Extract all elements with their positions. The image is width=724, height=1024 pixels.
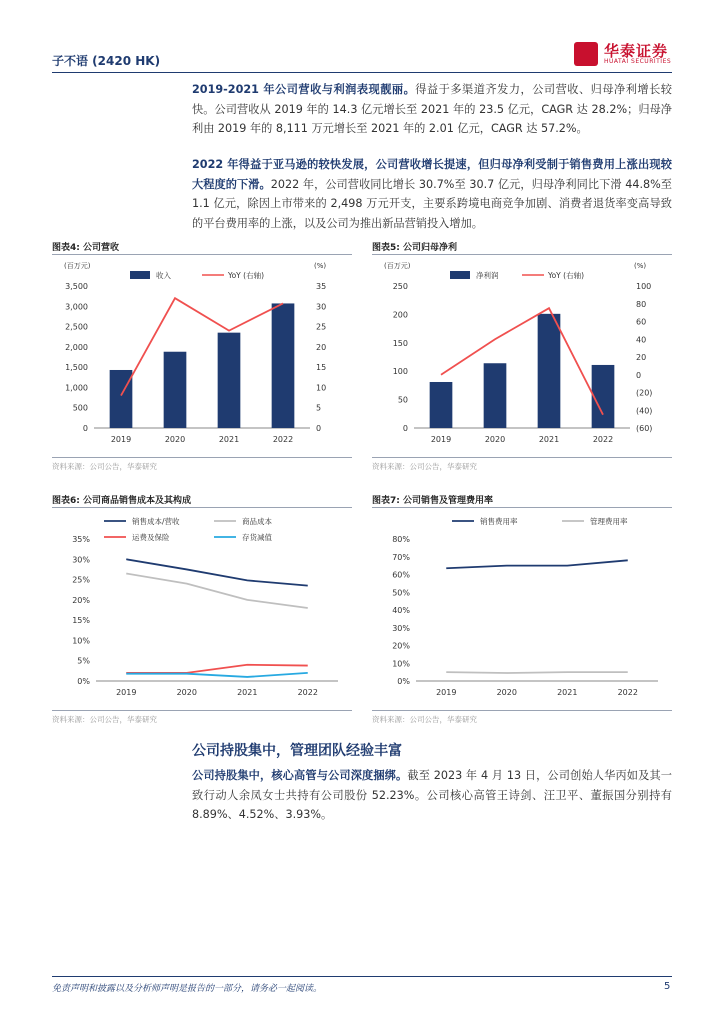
x-tick-label: 2019: [116, 688, 137, 697]
footer-divider: [52, 976, 672, 977]
y-tick-label: 30%: [72, 555, 90, 565]
x-tick-label: 2021: [557, 688, 578, 697]
fig4-title: 图表4: 公司营收: [52, 243, 119, 253]
y-axis-label-left: (百万元): [64, 262, 91, 270]
y-tick-label-left: 150: [392, 338, 408, 348]
y-tick-label: 25%: [72, 575, 90, 585]
x-tick-label: 2021: [237, 688, 258, 697]
paragraph-2022-body: 2022 年，公司营收同比增长 30.7%至 30.7 亿元，归母净利同比下滑 44.8%至 1.1 亿元，除因上市带来的 2,498 万元开支，主要系跨境电商竞争加剧、消费者退货率变高导致的平台费用率的上涨，以及公司为推出新品营销投入增加。: [192, 177, 672, 230]
y-tick-label: 60%: [392, 570, 410, 580]
fig7-source: 资料来源：公司公告，华泰研究: [372, 715, 477, 724]
y-tick-label-right: 0: [316, 424, 322, 433]
x-tick-label: 2021: [538, 435, 560, 444]
header-company: 子不语 (2420 HK): [52, 54, 161, 68]
x-tick-label: 2021: [218, 435, 240, 444]
huatai-logo: [574, 40, 694, 70]
legend-label: 销售成本/营收: [132, 517, 180, 526]
y-tick-label: 0%: [77, 677, 90, 686]
paragraph-shareholding: [192, 766, 672, 825]
page-number: 5: [664, 981, 671, 992]
series-line: [126, 665, 308, 673]
fig5-chart: [372, 256, 672, 456]
x-tick-label: 2022: [617, 688, 638, 697]
logo-mark-icon: [574, 42, 598, 66]
fig5-source: 资料来源：公司公告，华泰研究: [372, 462, 477, 471]
series-line: [446, 560, 628, 568]
logo-cn: 华泰证券: [604, 42, 669, 60]
y-tick-label-right: 100: [636, 282, 652, 291]
paragraph-shareholding-lead: 公司持股集中，核心高管与公司深度捆绑。: [192, 769, 408, 782]
y-axis-label-right: (%): [314, 262, 327, 270]
y-tick-label: 10%: [72, 636, 90, 646]
y-tick-label-right: 15: [316, 363, 327, 373]
y-tick-label-right: 5: [316, 403, 322, 413]
bar: [218, 333, 241, 428]
y-tick-label-right: 20: [636, 353, 647, 362]
fig4-source: 资料来源：公司公告，华泰研究: [52, 462, 157, 471]
legend-swatch-bar: [450, 271, 470, 279]
fig4-chart: [52, 256, 352, 456]
fig6-source: 资料来源：公司公告，华泰研究: [52, 715, 157, 724]
y-tick-label-right: 35: [316, 282, 327, 291]
y-tick-label: 80%: [392, 535, 410, 544]
x-tick-label: 2022: [592, 435, 614, 444]
series-line: [126, 673, 308, 677]
y-tick-label-right: 20: [316, 342, 327, 352]
y-tick-label: 0%: [397, 677, 410, 686]
y-tick-label-right: 25: [316, 322, 327, 332]
series-line: [121, 298, 283, 395]
header-divider: [52, 72, 672, 73]
y-tick-label: 15%: [72, 616, 90, 626]
bar: [430, 382, 453, 428]
y-tick-label-left: 200: [392, 310, 408, 320]
y-tick-label-left: 1,500: [65, 363, 88, 373]
x-tick-label: 2022: [272, 435, 294, 444]
y-tick-label-left: 0: [402, 424, 408, 433]
series-line: [126, 573, 308, 607]
y-tick-label: 40%: [392, 606, 410, 615]
fig6-divider: [52, 507, 352, 508]
x-tick-label: 2020: [484, 435, 506, 444]
legend-label: YoY (右轴): [228, 271, 264, 280]
fig4-divider: [52, 254, 352, 255]
paragraph-2022: [192, 155, 672, 233]
fig7-bottom-line: [372, 710, 672, 711]
legend-label: 商品成本: [242, 517, 272, 526]
y-tick-label: 35%: [72, 535, 90, 544]
y-tick-label-left: 2,500: [65, 322, 88, 332]
y-tick-label-left: 100: [392, 367, 408, 377]
logo-en: HUATAI SECURITIES: [604, 58, 672, 65]
fig5-title: 图表5: 公司归母净利: [372, 243, 457, 253]
x-tick-label: 2020: [176, 688, 197, 697]
y-tick-label: 20%: [392, 641, 410, 651]
series-line: [126, 559, 308, 585]
y-tick-label-left: 3,500: [65, 282, 88, 291]
x-tick-label: 2022: [297, 688, 318, 697]
footer-disclaimer: 免责声明和披露以及分析师声明是报告的一部分，请务必一起阅读。: [52, 984, 323, 994]
x-tick-label: 2020: [496, 688, 517, 697]
fig7-title: 图表7: 公司销售及管理费用率: [372, 496, 493, 506]
y-tick-label: 5%: [77, 656, 90, 666]
fig6-chart: [52, 509, 352, 709]
bar: [538, 314, 561, 428]
y-axis-label-left: (百万元): [384, 262, 411, 270]
fig5-bottom-line: [372, 457, 672, 458]
y-tick-label-right: 40: [636, 335, 647, 345]
paragraph-2022-lead: 2022 年得益于亚马逊的较快发展，公司营收增长提速，但归母净利受制于销售费用上涨出现较大程度的下滑。: [192, 158, 672, 191]
y-tick-label-left: 0: [82, 424, 88, 433]
paragraph-shareholding-body: 截至 2023 年 4 月 13 日，公司创始人华丙如及其一致行动人余凤女士共持有公司股份 52.23%。公司核心高管王诗剑、汪卫平、董振国分别持有 8.89%、4.52%、3.93%。: [192, 769, 672, 821]
x-tick-label: 2019: [110, 435, 132, 444]
y-tick-label-left: 500: [72, 403, 88, 413]
series-line: [441, 308, 603, 415]
paragraph-growth: [192, 80, 672, 139]
y-tick-label: 70%: [392, 552, 410, 562]
y-tick-label: 20%: [72, 595, 90, 605]
paragraph-growth-body: 得益于多渠道齐发力，公司营收、归母净利增长较快。公司营收从 2019 年的 14.3 亿元增长至 2021 年的 23.5 亿元，CAGR 达 28.2%；归母净利由 2019 年的 8,111 万元增长至 2021 年的 2.01 亿元，CAGR 达 57.2%。: [192, 83, 672, 135]
y-tick-label-right: 0: [636, 370, 642, 380]
fig7-chart: [372, 509, 672, 709]
y-tick-label-right: (20): [636, 388, 653, 398]
fig6-bottom-line: [52, 710, 352, 711]
legend-label: 收入: [156, 271, 171, 280]
y-tick-label: 50%: [392, 588, 410, 598]
bar: [164, 352, 187, 428]
section-title: 公司持股集中，管理团队经验丰富: [192, 743, 402, 759]
legend-label: 运费及保险: [132, 533, 170, 542]
legend-label: 净利润: [476, 271, 499, 280]
y-tick-label-right: 80: [636, 299, 647, 309]
y-tick-label: 10%: [392, 659, 410, 669]
x-tick-label: 2020: [164, 435, 186, 444]
x-tick-label: 2019: [430, 435, 452, 444]
legend-label: 销售费用率: [480, 517, 518, 526]
y-tick-label: 30%: [392, 623, 410, 633]
y-tick-label-left: 2,000: [65, 342, 88, 352]
fig5-divider: [372, 254, 672, 255]
fig4-bottom-line: [52, 457, 352, 458]
legend-label: 存货减值: [242, 533, 272, 542]
bar: [484, 363, 507, 428]
y-tick-label-right: 60: [636, 317, 647, 327]
fig7-divider: [372, 507, 672, 508]
y-tick-label-left: 50: [397, 395, 408, 405]
legend-label: 管理费用率: [590, 517, 628, 526]
legend-label: YoY (右轴): [548, 271, 584, 280]
legend-swatch-bar: [130, 271, 150, 279]
series-line: [446, 672, 628, 673]
y-axis-label-right: (%): [634, 262, 647, 270]
y-tick-label-right: (40): [636, 406, 653, 416]
paragraph-growth-lead: 2019-2021 年公司营收与利润表现靓丽。: [192, 83, 416, 96]
y-tick-label-left: 3,000: [65, 302, 88, 312]
y-tick-label-left: 1,000: [65, 383, 88, 393]
y-tick-label-left: 250: [392, 282, 408, 291]
bar: [592, 365, 615, 428]
x-tick-label: 2019: [436, 688, 457, 697]
bar: [110, 370, 133, 428]
y-tick-label-right: 10: [316, 383, 327, 393]
y-tick-label-right: (60): [636, 424, 653, 433]
y-tick-label-right: 30: [316, 302, 327, 312]
bar: [272, 303, 295, 428]
fig6-title: 图表6: 公司商品销售成本及其构成: [52, 496, 191, 506]
